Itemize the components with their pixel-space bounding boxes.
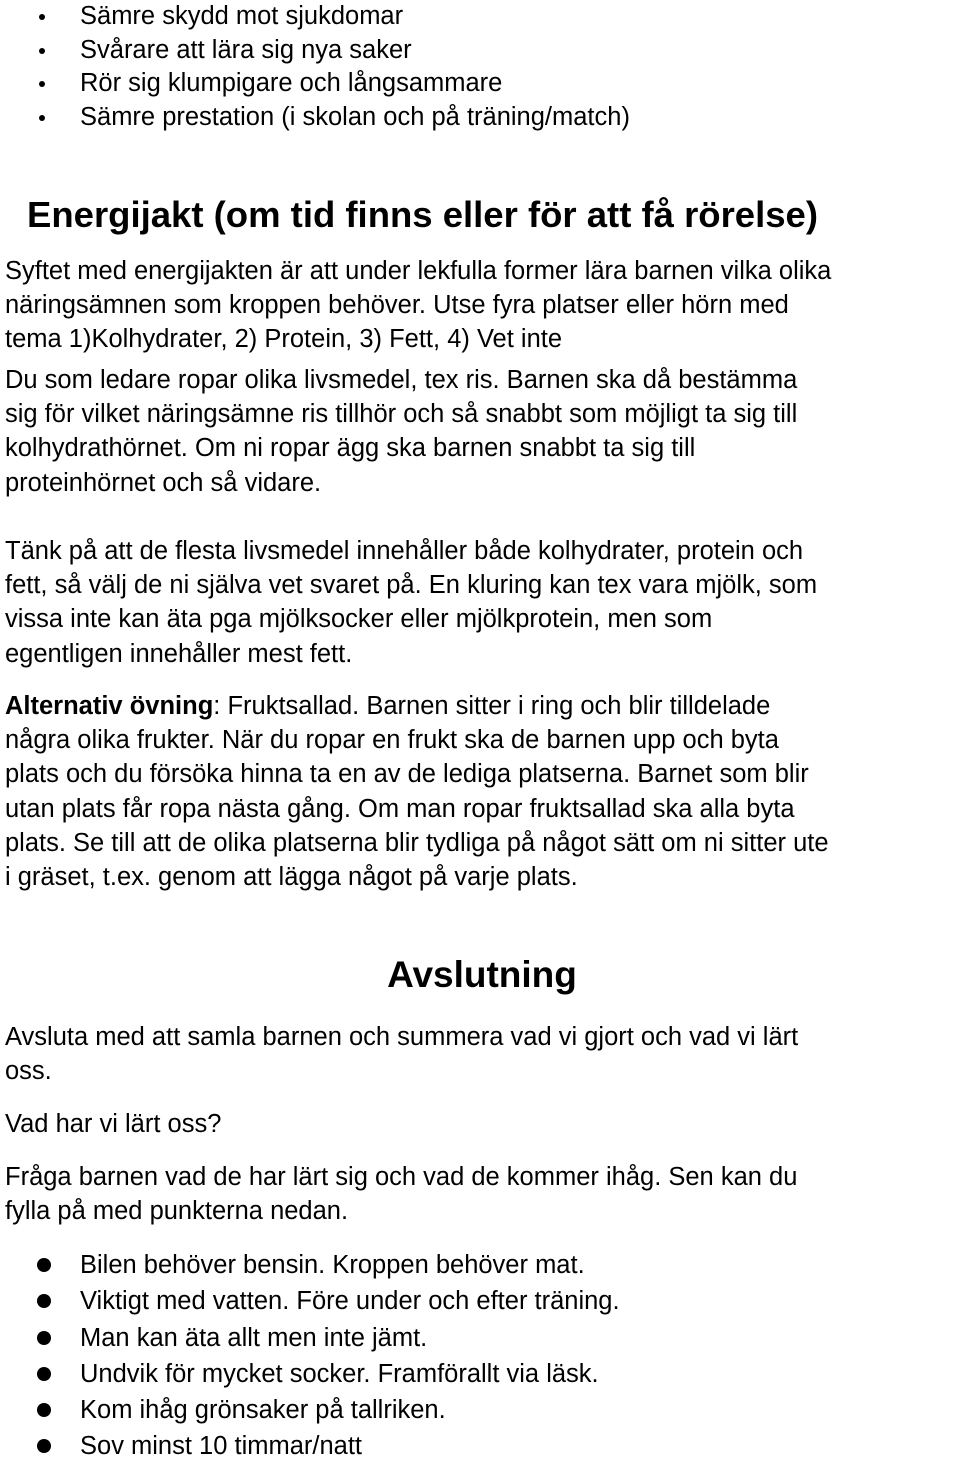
list-item-text: Sämre skydd mot sjukdomar	[80, 2, 404, 30]
paragraph-line: proteinhörnet och så vidare.	[5, 468, 322, 497]
paragraph-line: plats. Se till att de olika platserna blir tydliga på något sätt om ni sitter ute	[5, 828, 829, 857]
paragraph-line: fylla på med punkterna nedan.	[5, 1197, 349, 1226]
paragraph-line: utan plats får ropa nästa gång. Om man ropar fruktsallad ska alla byta	[5, 794, 795, 823]
alternative-text: : Fruktsallad. Barnen sitter i ring och blir tilldelade	[213, 692, 771, 720]
list-item	[0, 34, 960, 68]
energijakt-intro-paragraph	[5, 254, 960, 357]
consequences-list	[0, 0, 960, 134]
list-item-text: Viktigt med vatten. Före under och efter träning.	[80, 1287, 620, 1316]
avslutning-paragraph	[5, 1020, 960, 1088]
bullet-icon	[37, 1403, 51, 1417]
paragraph-line: plats och du försöka hinna ta en av de lediga platserna. Barnet som blir	[5, 760, 809, 789]
bullet-icon	[39, 14, 45, 20]
list-item-text: Svårare att lära sig nya saker	[80, 35, 412, 64]
alternative-exercise-paragraph	[5, 689, 960, 894]
avslutning-heading: Avslutning	[387, 954, 577, 995]
bullet-icon	[37, 1294, 51, 1308]
paragraph-line: oss.	[5, 1057, 52, 1086]
avslutning-followup-paragraph	[5, 1160, 960, 1228]
list-item-text: Undvik för mycket socker. Framförallt via läsk.	[80, 1359, 599, 1388]
paragraph-line: Du som ledare ropar olika livsmedel, tex ris. Barnen ska då bestämma	[5, 366, 798, 394]
paragraph-line: Syftet med energijakten är att under lekfulla former lära barnen vilka olika	[5, 257, 832, 285]
paragraph-line: vissa inte kan äta pga mjölksocker eller mjölkprotein, men som	[5, 605, 713, 634]
lessons-list	[0, 1247, 960, 1465]
bullet-icon	[37, 1331, 51, 1345]
list-item-text: Rör sig klumpigare och långsammare	[80, 69, 503, 97]
bullet-icon	[39, 115, 45, 121]
paragraph-line: näringsämnen som kroppen behöver. Utse fyra platser eller hörn med	[5, 291, 789, 320]
list-item	[0, 1247, 960, 1283]
alternative-label: Alternativ övning	[5, 692, 214, 720]
bullet-icon	[39, 81, 45, 87]
energijakt-tip-paragraph	[5, 534, 960, 671]
paragraph-line	[5, 689, 960, 723]
paragraph-line: Avsluta med att samla barnen och summera vad vi gjort och vad vi lärt	[5, 1023, 799, 1051]
list-item-text: Man kan äta allt men inte jämt.	[80, 1323, 428, 1352]
question-line	[5, 1107, 960, 1141]
list-item-text: Kom ihåg grönsaker på tallriken.	[80, 1396, 446, 1425]
list-item	[0, 101, 960, 135]
paragraph-line: Tänk på att de flesta livsmedel innehåller både kolhydrater, protein och	[5, 537, 804, 565]
list-item-text: Bilen behöver bensin. Kroppen behöver mat.	[80, 1251, 585, 1279]
paragraph-line: sig för vilket näringsämne ris tillhör och så snabbt som möjligt ta sig till	[5, 400, 798, 429]
list-item-text: Sämre prestation (i skolan och på träning/match)	[80, 102, 630, 131]
paragraph-line: några olika frukter. När du ropar en frukt ska de barnen upp och byta	[5, 726, 779, 755]
energijakt-heading: Energijakt (om tid finns eller för att få rörelse)	[27, 194, 818, 235]
list-item	[0, 1392, 960, 1428]
list-item	[0, 1356, 960, 1392]
paragraph-line: kolhydrathörnet. Om ni ropar ägg ska barnen snabbt ta sig till	[5, 434, 696, 463]
list-item	[0, 1428, 960, 1464]
bullet-icon	[37, 1439, 51, 1453]
paragraph-line: Vad har vi lärt oss?	[5, 1110, 222, 1138]
bullet-icon	[37, 1258, 51, 1272]
list-item	[0, 1320, 960, 1356]
paragraph-line: i gräset, t.ex. genom att lägga något på varje plats.	[5, 863, 578, 892]
paragraph-line: fett, så välj de ni själva vet svaret på. En kluring kan tex vara mjölk, som	[5, 571, 818, 600]
paragraph-line: Fråga barnen vad de har lärt sig och vad de kommer ihåg. Sen kan du	[5, 1163, 798, 1191]
energijakt-instructions-paragraph	[5, 363, 960, 500]
paragraph-line: egentligen innehåller mest fett.	[5, 639, 353, 668]
bullet-icon	[39, 48, 45, 54]
list-item-text: Sov minst 10 timmar/natt	[80, 1432, 363, 1461]
paragraph-line: tema 1)Kolhydrater, 2) Protein, 3) Fett, 4) Vet inte	[5, 325, 563, 354]
list-item	[0, 67, 960, 101]
list-item	[0, 0, 960, 34]
list-item	[0, 1283, 960, 1319]
bullet-icon	[37, 1367, 51, 1381]
